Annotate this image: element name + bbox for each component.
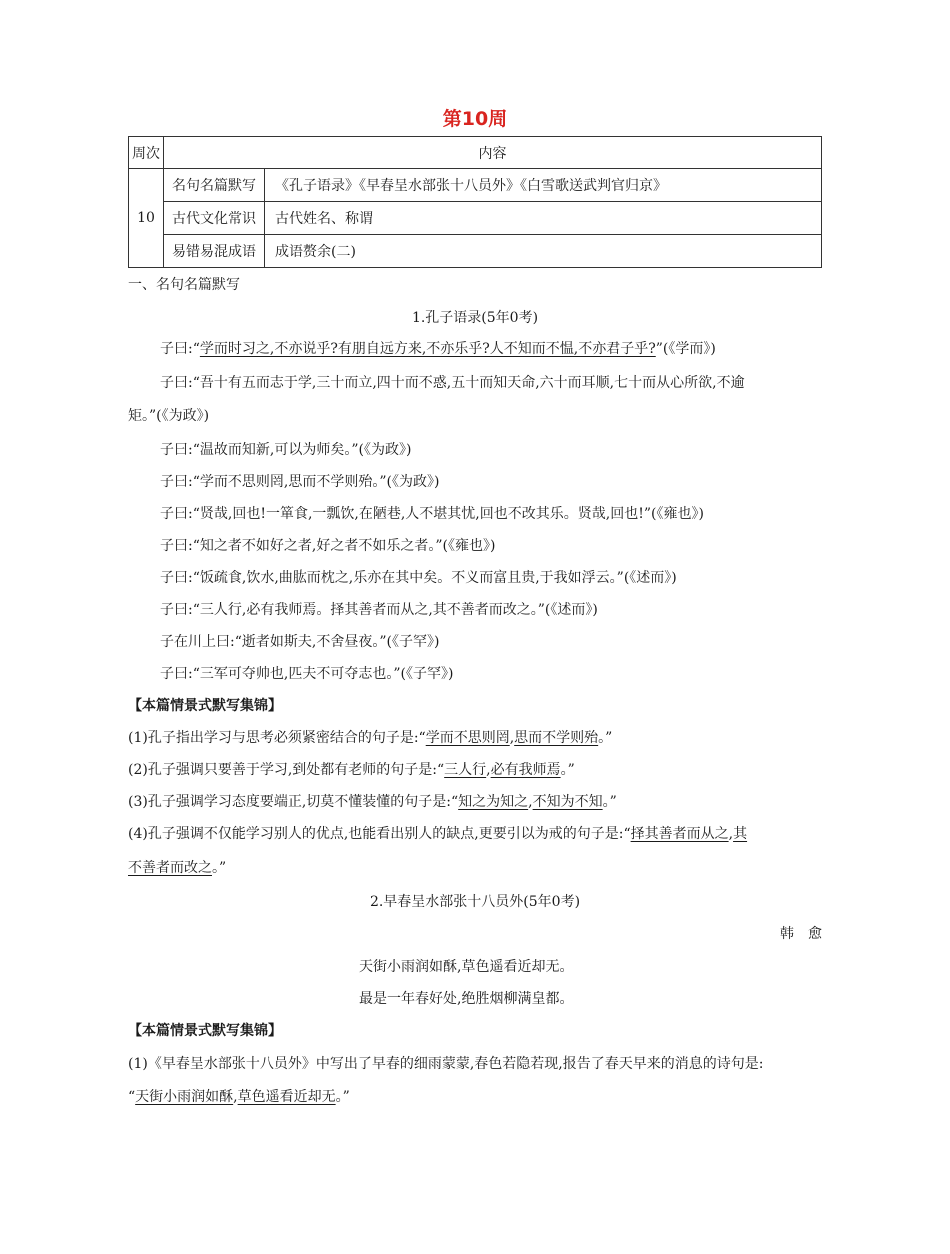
page-title: 第10周 <box>442 108 508 130</box>
punctuation: , <box>728 826 734 842</box>
exercise-item <box>128 824 822 844</box>
poem-line: 最是一年春好处,绝胜烟柳满皇都。 <box>359 991 574 1007</box>
punctuation: 。” <box>602 794 617 810</box>
answer-blank: 三人行 <box>444 762 487 778</box>
exercise-item-continued <box>128 1087 822 1107</box>
quote-line: 子曰:“学而不思则罔,思而不学则殆。”(《为政》) <box>160 474 440 490</box>
table-row <box>129 235 822 268</box>
table-row <box>129 169 822 202</box>
header-content: 内容 <box>164 137 822 169</box>
punctuation: 。” <box>335 1089 350 1105</box>
punctuation: , <box>233 1089 238 1105</box>
quote-prefix: 子曰:“ <box>160 341 200 357</box>
schedule-table <box>128 136 822 268</box>
answer-blank: 天街小雨润如酥 <box>135 1089 234 1105</box>
row-content: 《孔子语录》《早春呈水部张十八员外》《白雪歌送武判官归京》 <box>265 169 822 202</box>
quote-line: 子曰:“三人行,必有我师焉。择其善者而从之,其不善者而改之。”(《述而》) <box>160 602 598 618</box>
punctuation: 。” <box>212 860 227 876</box>
quote-line <box>128 339 822 359</box>
answer-blank: 不知为不知 <box>532 794 603 810</box>
quote-line: 子在川上曰:“逝者如斯夫,不舍昼夜。”(《子罕》) <box>160 634 440 650</box>
row-category: 易错易混成语 <box>164 235 265 268</box>
collection-heading: 【本篇情景式默写集锦】 <box>128 698 282 714</box>
table-row <box>129 202 822 235</box>
exercise-prompt: (2)孔子强调只要善于学习,到处都有老师的句子是:“ <box>128 762 445 778</box>
answer-blank: 不善者而改之 <box>128 860 212 876</box>
row-category: 名句名篇默写 <box>164 169 265 202</box>
exercise-prompt: (3)孔子强调学习态度要端正,切莫不懂装懂的句子是:“ <box>128 794 459 810</box>
punctuation: “ <box>128 1089 136 1105</box>
section-heading: 一、名句名篇默写 <box>128 277 240 293</box>
quote-line: 子曰:“三军可夺帅也,匹夫不可夺志也。”(《子罕》) <box>160 666 454 682</box>
row-content: 古代姓名、称谓 <box>265 202 822 235</box>
quote-line: 子曰:“饭疏食,饮水,曲肱而枕之,乐亦在其中矣。不义而富且贵,于我如浮云。”(《述而》) <box>160 570 677 586</box>
exercise-item <box>128 728 822 748</box>
punctuation: , <box>486 762 491 778</box>
exercise-item: (1)《早春呈水部张十八员外》中写出了早春的细雨蒙蒙,春色若隐若现,报告了春天早来的消息的诗句是: <box>128 1056 764 1072</box>
poem-author: 韩 愈 <box>780 926 822 942</box>
quote-line: 矩。”(《为政》) <box>128 408 210 424</box>
exercise-prompt: (4)孔子强调不仅能学习别人的优点,也能看出别人的缺点,更要引以为戒的句子是:“ <box>128 826 631 842</box>
exercise-prompt: (1)孔子指出学习与思考必须紧密结合的句子是:“ <box>128 730 426 746</box>
exercise-item-continued <box>128 858 822 878</box>
row-content: 成语赘余(二) <box>265 235 822 268</box>
answer-blank: 必有我师焉 <box>490 762 561 778</box>
answer-blank: 知之为知之 <box>458 794 529 810</box>
punctuation: 。” <box>598 730 613 746</box>
part2-title: 2.早春呈水部张十八员外(5年0考) <box>369 894 581 910</box>
header-week: 周次 <box>129 137 164 169</box>
quote-line: 子曰:“知之者不如好之者,好之者不如乐之者。”(《雍也》) <box>160 538 496 554</box>
answer-blank: 择其善者而从之 <box>630 826 729 842</box>
exercise-item <box>128 792 822 812</box>
underlined-answer: 学而时习之,不亦说乎?有朋自远方来,不亦乐乎?人不知而不愠,不亦君子乎? <box>199 341 656 357</box>
answer-blank: 思而不学则殆 <box>514 730 599 746</box>
answer-blank: 学而不思则罔 <box>425 730 510 746</box>
poem-line: 天街小雨润如酥,草色遥看近却无。 <box>359 959 574 975</box>
answer-blank: 草色遥看近却无 <box>237 1089 336 1105</box>
part1-title: 1.孔子语录(5年0考) <box>411 310 539 326</box>
punctuation: , <box>509 730 515 746</box>
table-header-row <box>129 137 822 169</box>
collection-heading: 【本篇情景式默写集锦】 <box>128 1023 282 1039</box>
quote-line: 子曰:“温故而知新,可以为师矣。”(《为政》) <box>160 442 412 458</box>
answer-blank: 其 <box>733 826 748 842</box>
quote-suffix: ”(《学而》) <box>655 341 716 357</box>
exercise-item <box>128 760 822 780</box>
punctuation: , <box>528 794 533 810</box>
punctuation: 。” <box>560 762 575 778</box>
quote-line: 子曰:“贤哉,回也!一箪食,一瓢饮,在陋巷,人不堪其忧,回也不改其乐。贤哉,回也!”(《雍也》) <box>160 506 704 522</box>
week-number: 10 <box>129 169 164 268</box>
row-category: 古代文化常识 <box>164 202 265 235</box>
quote-line: 子曰:“吾十有五而志于学,三十而立,四十而不惑,五十而知天命,六十而耳顺,七十而从心所欲,不逾 <box>160 375 745 391</box>
